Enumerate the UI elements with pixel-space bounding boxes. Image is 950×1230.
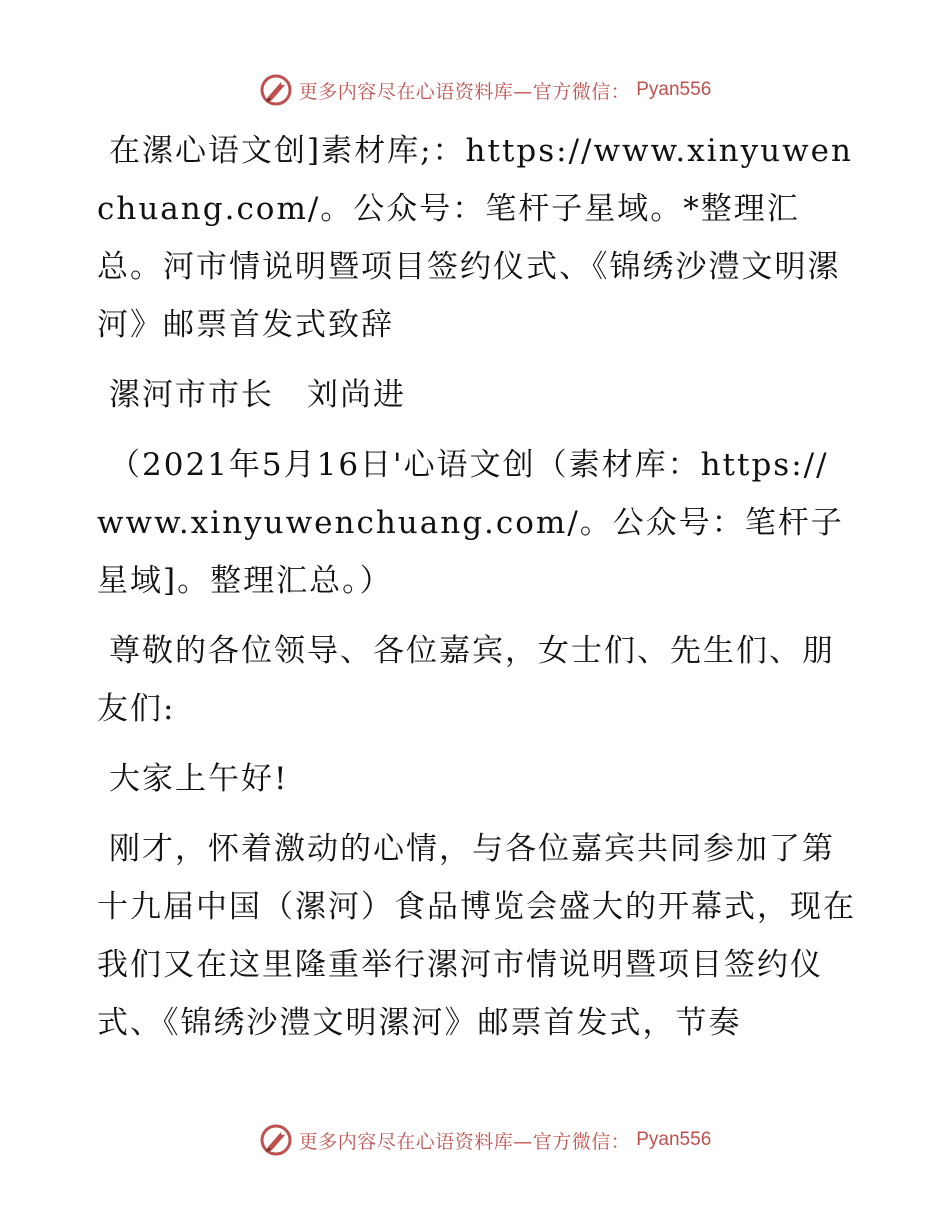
pen-logo-icon [259,1123,293,1157]
paragraph-date: （2021年5月16日'心语文创（素材库：https://www.xinyuwenchuang.com/。公众号：笔杆子星域]。整理汇总。） [97,447,844,599]
footer-banner [0,1120,950,1160]
paragraph-body: 刚才，怀着激动的心情，与各位嘉宾共同参加了第十九届中国（漯河）食品博览会盛大的开幕式，现在我们又在这里隆重举行漯河市情说明暨项目签约仪式、《锦绣沙澧文明漯河》邮票首发式，节奏 [97,831,856,1041]
document-body [97,122,857,1064]
header-banner [0,70,950,110]
footer-banner-text: 更多内容尽在心语资料库—官方微信： [298,1130,631,1153]
header-banner-inner [259,73,712,107]
paragraph-speaker: 漯河市市长 刘尚进 [109,377,406,413]
paragraph-intro: 在漯心语文创]素材库;：https://www.xinyuwenchuang.com/。公众号：笔杆子星域。*整理汇总。河市情说明暨项目签约仪式、《锦绣沙澧文明漯河》邮票首发式致辞 [97,133,853,343]
header-banner-id: Pyan556 [636,79,712,100]
footer-banner-id: Pyan556 [636,1129,712,1150]
footer-banner-inner [259,1123,712,1157]
header-banner-text: 更多内容尽在心语资料库—官方微信： [298,80,631,103]
paragraph-salutation: 尊敬的各位领导、各位嘉宾，女士们、先生们、朋友们: [97,633,835,727]
pen-logo-icon [259,73,293,107]
paragraph-greeting: 大家上午好! [109,761,289,797]
